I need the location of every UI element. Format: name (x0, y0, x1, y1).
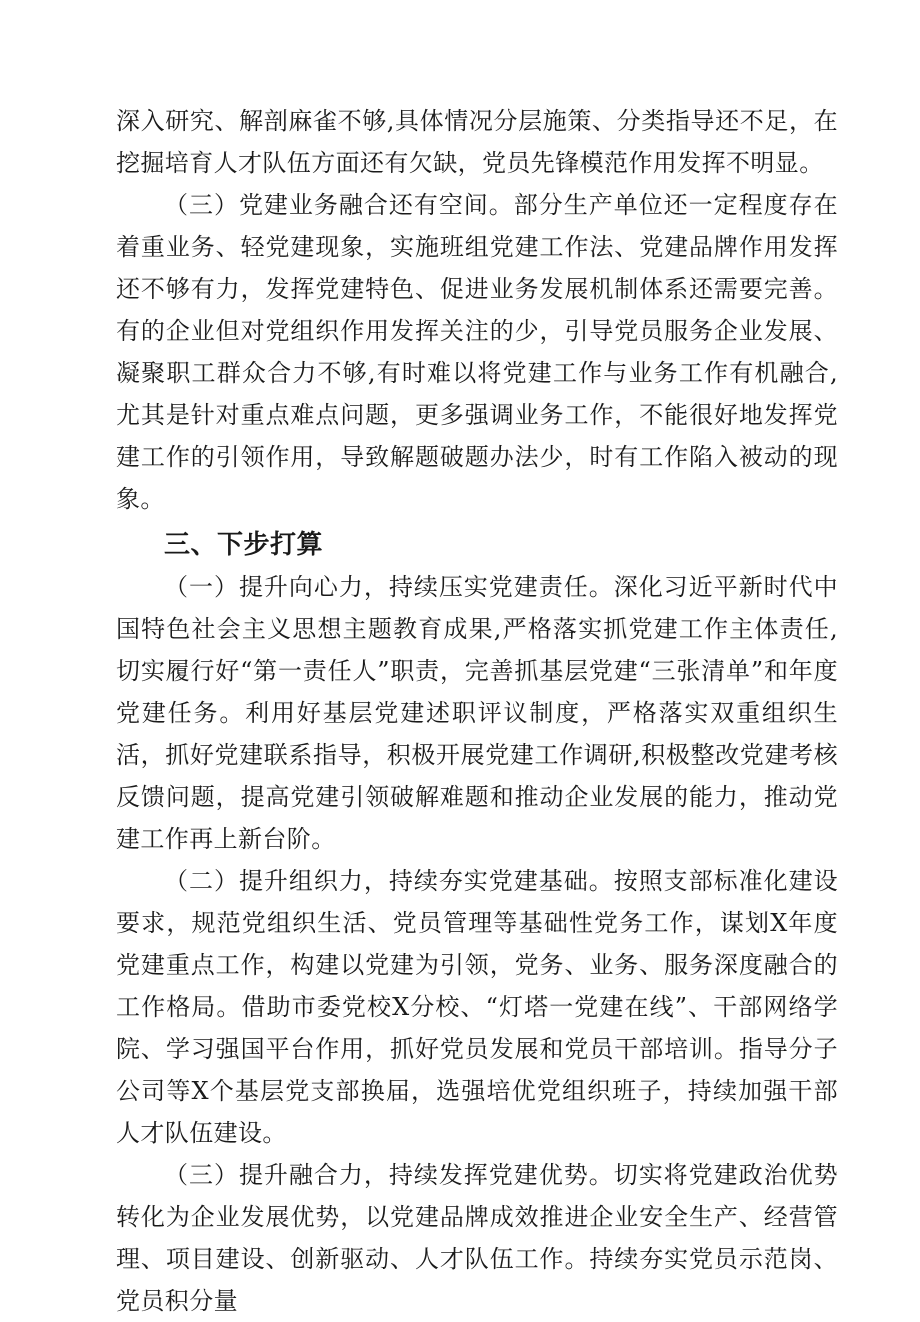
paragraph-plan-cohesion: （一）提升向心力，持续压实党建责任。深化习近平新时代中国特色社会主义思想主题教育成果,严格落实抓党建工作主体责任,切实履行好“第一责任人”职责，完善抓基层党建“三张清单”和年度党建任务。利用好基层党建述职评议制度，严格落实双重组织生活，抓好党建联系指导，积极开展党建工作调研,积极整改党建考核反馈问题，提高党建引领破解难题和推动企业发展的能力，推动党建工作再上新台阶。 (116, 573, 838, 853)
document-body (116, 100, 838, 1322)
paragraph-plan-organization: （二）提升组织力，持续夯实党建基础。按照支部标准化建设要求，规范党组织生活、党员管理等基础性党务工作，谋划X年度党建重点工作，构建以党建为引领，党务、业务、服务深度融合的工作格局。借助市委党校X分校、“灯塔一党建在线”、干部网络学院、学习强国平台作用，抓好党员发展和党员干部培训。指导分子公司等X个基层党支部换届，选强培优党组织班子，持续加强干部人才队伍建设。 (116, 867, 838, 1147)
section-heading-next-steps: 三、下步打算 (164, 530, 324, 560)
paragraph-plan-integration: （三）提升融合力，持续发挥党建优势。切实将党建政治优势转化为企业发展优势，以党建品牌成效推进企业安全生产、经营管理、项目建设、创新驱动、人才队伍工作。持续夯实党员示范岗、党员积分量 (116, 1161, 838, 1315)
paragraph-integration-gap: （三）党建业务融合还有空间。部分生产单位还一定程度存在着重业务、轻党建现象，实施班组党建工作法、党建品牌作用发挥还不够有力，发挥党建特色、促进业务发展机制体系还需要完善。有的企业但对党组织作用发挥关注的少，引导党员服务企业发展、凝聚职工群众合力不够,有时难以将党建工作与业务工作有机融合,尤其是针对重点难点问题，更多强调业务工作，不能很好地发挥党建工作的引领作用，导致解题破题办法少，时有工作陷入被动的现象。 (116, 191, 838, 513)
paragraph-weakness-continued: 深入研究、解剖麻雀不够,具体情况分层施策、分类指导还不足，在挖掘培育人才队伍方面还有欠缺，党员先锋模范作用发挥不明显。 (116, 107, 838, 177)
